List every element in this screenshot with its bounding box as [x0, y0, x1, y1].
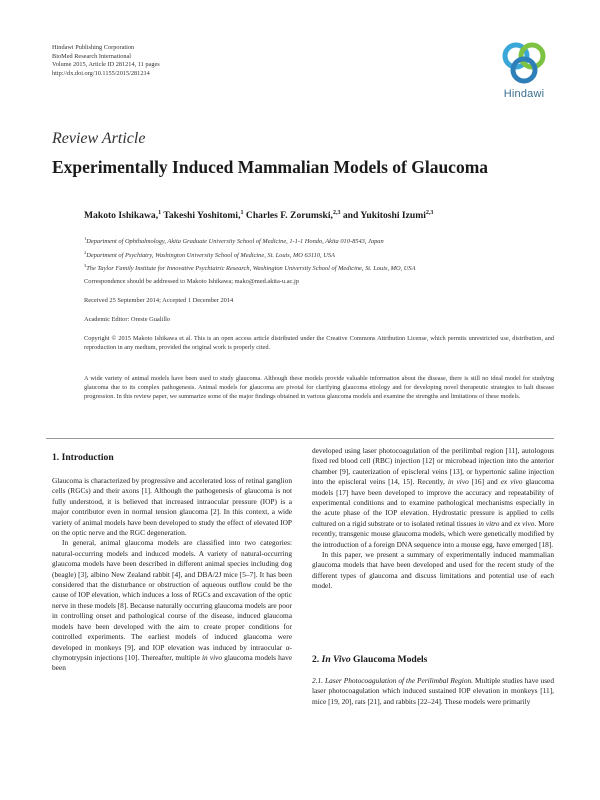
hindawi-logo-icon: [494, 40, 554, 88]
journal-volume: Volume 2015, Article ID 281214, 11 pages: [52, 61, 160, 68]
article-type: Review Article: [52, 130, 146, 147]
journal-name: BioMed Research International: [52, 52, 132, 60]
academic-editor: Academic Editor: Oreste Gualillo: [84, 316, 171, 323]
hindawi-logo-text: Hindawi: [503, 88, 545, 100]
author-2: Takeshi Yoshitomi,$^1$: [163, 210, 244, 222]
journal-doi[interactable]: http://dx.doi.org/10.1155/2015/281214: [52, 69, 150, 77]
author-3: Charles F. Zorumski,$^{2,3}$: [245, 210, 341, 222]
body-column-left: [52, 476, 292, 674]
article-title: Experimentally Induced Mammalian Models of Glaucoma: [52, 157, 489, 177]
body-column-right: [312, 446, 554, 592]
intro-paragraph-3: developed using laser photocoagulation of the perilimbal region [11], autologous fixed red blood cell (RBC) injection [12] or microbead injection into the anterior chamber [9], cauterization of episcleral veins [13], or hypertonic saline injection into the episcleral veins [14, 15]. Recently, in vivo [16] and ex vivo glaucoma models [17] have been developed to improve the accuracy and repeatability of experimental conditions and to examine pathological mechanisms especially in the acute phase of the IOP elevation. Hydrostatic pressure is applied to cells cultured on a rigid substrate or to isolated retinal tissues in vitro and ex vivo. More recently, transgenic mouse glaucoma models, which were genetically modified by the introduction of a foreign DNA sequence into a mouse egg, have emerged [18].: [312, 446, 554, 549]
affiliation-3: $^3$The Taylor Family Institute for Innovative Psychiatric Research, Washington University School of Medicine, St. Louis, MO, USA: [84, 263, 416, 273]
intro-paragraph-2: In general, animal glaucoma models are classified into two categories: natural-occurring models and induced models. A variety of natural-occurring glaucoma models have been described in different animal species including dog (beagle) [3], albino New Zealand rabbit [4], and DBA/2J mice [5–7]. It has been considered that the disturbance or obstruction of aqueous outflow could be the cause of IOP elevation, which induces a loss of RGCs and excavation of the optic nerve in these models [8]. Because naturally occurring glaucoma models are poor in controlling onset and pathological course of the disease, induced glaucoma models have been developed with the aim to create proper conditions for controlled experiments. The earliest models of induced glaucoma were developed in monkeys [9], and IOP elevation was induced by intraocular α-chymotrypsin injections [10]. Thereafter, multiple in vivo glaucoma models have been: [52, 538, 293, 673]
correspondence: Correspondence should be addressed to Makoto Ishikawa; mako@med.akita-u.ac.jp: [84, 278, 299, 285]
received-dates: Received 25 September 2014; Accepted 1 December 2014: [84, 297, 234, 304]
publisher: Hindawi Publishing Corporation: [52, 44, 135, 51]
affiliation-2: $^2$Department of Psychiatry, Washington University School of Medicine, St. Louis, MO 63110, USA: [84, 249, 335, 259]
author-4: and Yukitoshi Izumi$^{2,3}$: [342, 210, 434, 222]
divider: [46, 438, 554, 439]
author-list: [84, 210, 433, 221]
hindawi-logo[interactable]: [494, 40, 554, 106]
intro-paragraph-1: Glaucoma is characterized by progressive and accelerated loss of retinal ganglion cells (RGCs) and their axons [1]. Although the pathogenesis of glaucoma is not fully understood, it is believed that increased intraocular pressure (IOP) is a major contributor even in normal tension glaucoma [2]. In this context, a wide variety of animal models have been developed to study the effect of elevated IOP on the optic nerve and the RGC degeneration.: [52, 476, 292, 538]
affiliation-1: $^1$Department of Ophthalmology, Akita Graduate University School of Medicine, 1-1-1 Hondo, Akita 010-8543, Japan: [84, 236, 384, 246]
section-heading-in-vivo: 2. In Vivo Glaucoma Models: [312, 654, 428, 665]
intro-paragraph-4: In this paper, we present a summary of experimentally induced mammalian glaucoma models that have been developed and used for the recent study of the different types of glaucoma and discuss limitations and potential use of each model.: [312, 550, 554, 591]
author-1: Makoto Ishikawa,$^1$: [84, 210, 162, 222]
section-2-1-paragraph: 2.1. Laser Photocoagulation of the Perilimbal Region. Multiple studies have used laser photocoagulation which induced sustained IOP elevation in monkeys [11], mice [19, 20], rats [21], and rabbits [22–24]. These models were primarily: [312, 676, 554, 706]
affiliations: [84, 234, 416, 275]
copyright-notice: Copyright © 2015 Makoto Ishikawa et al. This is an open access article distributed under the Creative Commons Attribution License, which permits unrestricted use, distribution, and reproduction in any medium, provided the original work is properly cited.: [84, 335, 554, 351]
journal-info: [52, 44, 160, 78]
section-heading-introduction: 1. Introduction: [52, 452, 114, 463]
abstract: A wide variety of animal models have been used to study glaucoma. Although these models provide valuable information about the disease, there is still no ideal model for studying glaucoma due to its complex pathogenesis. Animal models for glaucoma are pivotal for clarifying glaucoma etiology and for developing novel therapeutic strategies to halt disease progression. In this review paper, we summarize some of the major findings obtained in various glaucoma models and examine the strengths and limitations of these models.: [84, 375, 554, 400]
subsection-title: 2.1. Laser Photocoagulation of the Perilimbal Region.: [312, 676, 474, 685]
